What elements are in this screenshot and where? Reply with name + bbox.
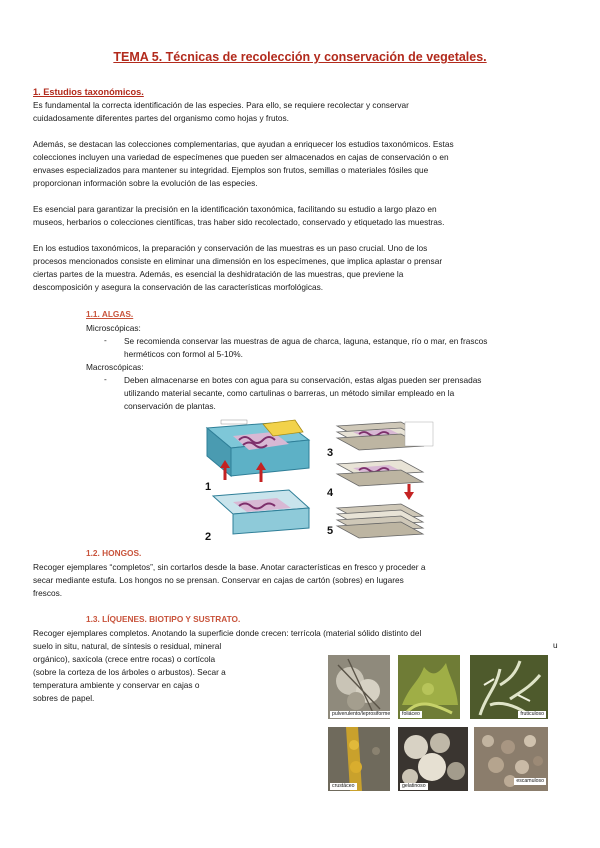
list-item-line: Se recomienda conservar las muestras de agua de charca, laguna, estanque, río o mar, en frascos: [124, 336, 488, 346]
figure-step-number: 4: [327, 487, 334, 499]
photo-caption: crustáceo: [332, 783, 355, 789]
subsection-heading-algas: 1.1. ALGAS.: [86, 309, 134, 319]
algae-press-illustration-right: [323, 418, 436, 544]
paragraph-line: museos, herbarios o colecciones científicas, tras haber sido recolectado, conservado y etiquetado las muestras.: [33, 217, 445, 227]
list-item-line: herméticos con formol al 5-10%.: [124, 349, 243, 359]
paragraph-line: ciertas partes de la muestra. Además, es esencial la deshidratación de las muestras, que previene la: [33, 269, 404, 279]
photo-caption: foliáceo: [402, 711, 420, 717]
lichen-gelatinous-image: [398, 727, 468, 791]
paragraph-line: procesos mencionados consiste en eliminar una dimensión en los especímenes, que implica aplastar o prensar: [33, 256, 443, 266]
list-item-line: utilizando material secante, como cartulinas o barreras, un método similar empleado en la: [124, 388, 455, 398]
subsection-heading-hongos: 1.2. HONGOS.: [86, 548, 142, 558]
lichen-photo: [328, 655, 390, 719]
paragraph-line: En los estudios taxonómicos, la preparación y conservación de las muestras es un paso crucial. Uno de los: [33, 243, 428, 253]
paragraph-line: envases especializados para mantener su integridad. Ejemplos son frutos, semillas o materiales fósiles que: [33, 165, 429, 175]
paragraph-line: descomposición y asegura la conservación de las características morfológicas.: [33, 282, 324, 292]
subsection-heading-liquenes: 1.3. LÍQUENES. BIOTIPO Y SUSTRATO.: [86, 614, 241, 624]
list-item-line: Deben almacenarse en botes con agua para su conservación, estas algas pueden ser prensadas: [124, 375, 482, 385]
paragraph-line: frescos.: [33, 588, 63, 598]
list-item-line: conservación de plantas.: [124, 401, 216, 411]
lichen-photo: [398, 727, 468, 791]
paragraph-line: Recoger ejemplares “completos”, sin cortarlos desde la base. Anotar características en fresco y proceder a: [33, 562, 426, 572]
photo-caption: pulverulento/leprosiforme: [330, 711, 390, 718]
lichen-photo: [328, 727, 390, 791]
lichen-crustose-image: [328, 727, 390, 791]
paragraph-line: secar mediante estufa. Los hongos no se prensan. Conservar en cajas de cartón (sobres) en lugares: [33, 575, 404, 585]
paragraph-line: temperatura ambiente y conservar en cajas o: [33, 680, 200, 690]
paragraph-line: Es esencial para garantizar la precisión en la identificación taxonómica, facilitando su estudio a largo plazo en: [33, 204, 437, 214]
paragraph-line: cuidadosamente diferentes partes del organismo como hojas y frutos.: [33, 113, 289, 123]
paragraph-line: sobres de papel.: [33, 693, 95, 703]
algae-pressing-figure: [203, 418, 436, 544]
photo-caption: escamuloso: [516, 778, 544, 784]
paragraph-line: suelo in situ, natural, de síntesis o residual, mineral: [33, 641, 222, 651]
paragraph-fragment: u: [553, 640, 558, 650]
figure-step-number: 3: [327, 447, 334, 459]
list-dash: -: [104, 374, 107, 384]
lichen-photo: [474, 727, 548, 791]
list-dash: -: [104, 335, 107, 345]
paragraph-line: (sobre la corteza de los árboles o arbustos). Secar a: [33, 667, 226, 677]
paragraph-line: Es fundamental la correcta identificación de las especies. Para ello, se requiere recolectar y conservar: [33, 100, 409, 110]
paragraph-line: orgánico), saxícola (crece entre rocas) o cortícola: [33, 654, 216, 664]
lichen-photo: [470, 655, 548, 719]
figure-step-number: 1: [205, 481, 212, 493]
paragraph-line: colecciones incluyen una variedad de especímenes que pueden ser almacenados en cajas de conservación o en: [33, 152, 449, 162]
label-macroscopicas: Macroscópicas:: [86, 362, 144, 372]
page-title: TEMA 5. Técnicas de recolección y conservación de vegetales.: [113, 50, 487, 64]
section-heading-estudios: 1. Estudios taxonómicos.: [33, 87, 144, 97]
figure-step-number: 5: [327, 525, 334, 537]
paragraph-line: Recoger ejemplares completos. Anotando la superficie donde crecen: terrícola (material sólido distinto del: [33, 628, 422, 638]
photo-caption: fruticuloso: [520, 711, 544, 717]
label-microscopicas: Microscópicas:: [86, 323, 141, 333]
figure-step-number: 2: [205, 531, 212, 543]
lichen-foliose-image: [398, 655, 460, 719]
lichen-photo: [398, 655, 460, 719]
paragraph-line: Además, se destacan las colecciones complementarias, que ayudan a enriquecer los estudios taxonómicos. Estas: [33, 139, 454, 149]
paragraph-line: proporcionan información sobre la evolución de las especies.: [33, 178, 258, 188]
photo-caption: gelatinoso: [402, 783, 426, 789]
lichen-fruticose-image: [470, 655, 548, 719]
lichen-leprose-image: [328, 655, 390, 719]
lichen-photo-grid: [322, 655, 552, 795]
algae-press-illustration-left: [203, 418, 315, 544]
